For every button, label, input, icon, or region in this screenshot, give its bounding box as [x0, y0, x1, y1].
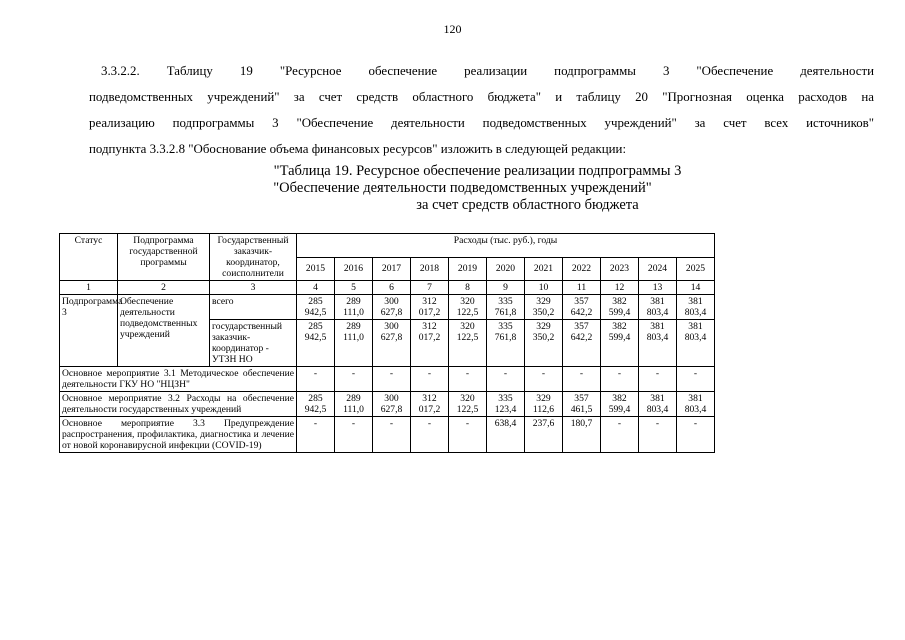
value-cell	[487, 295, 525, 320]
value-cell	[525, 320, 563, 367]
index-cell: 11	[563, 281, 601, 295]
value-part: 599,4	[608, 332, 631, 343]
value-part: 350,2	[532, 307, 555, 318]
value-part: -	[617, 418, 622, 429]
value-part: 803,4	[684, 404, 707, 415]
value-cell	[563, 417, 601, 453]
value-part: 638,4	[494, 418, 517, 429]
value-part: 300	[384, 296, 399, 307]
value-part: 017,2	[418, 307, 441, 318]
table-row	[60, 295, 715, 320]
value-part: 289	[346, 393, 361, 404]
index-cell: 8	[449, 281, 487, 295]
value-part: 357	[574, 296, 589, 307]
value-cell	[373, 320, 411, 367]
year-cell: 2018	[411, 257, 449, 281]
value-part: 803,4	[646, 307, 669, 318]
value-part: 289	[346, 296, 361, 307]
value-cell	[677, 392, 715, 417]
value-cell	[297, 320, 335, 367]
value-cell	[335, 320, 373, 367]
value-cell	[639, 417, 677, 453]
value-cell	[335, 417, 373, 453]
paragraph-line: подпункта 3.3.2.8 "Обоснование объема финансовых ресурсов" изложить в следующей редакции:	[89, 142, 627, 156]
value-cell	[449, 367, 487, 392]
value-cell	[297, 392, 335, 417]
value-part: 381	[688, 321, 703, 332]
page-number: 120	[443, 22, 462, 36]
value-part: 357	[574, 393, 589, 404]
value-part: 627,8	[380, 332, 403, 343]
value-part: 803,4	[646, 404, 669, 415]
header-subprogram: Подпрограмма государственной программы	[118, 234, 210, 281]
measure-name-cell: Основное мероприятие 3.1 Методическое обеспечение деятельности ГКУ НО "НЦЗН"	[60, 367, 297, 392]
value-part: 320	[460, 321, 475, 332]
header-status: Статус	[60, 234, 118, 281]
value-cell	[411, 320, 449, 367]
value-part: 237,6	[532, 418, 555, 429]
value-part: 312	[422, 393, 437, 404]
year-cell: 2022	[563, 257, 601, 281]
year-cell: 2016	[335, 257, 373, 281]
value-part: -	[693, 368, 698, 379]
value-cell	[335, 392, 373, 417]
value-part: 300	[384, 321, 399, 332]
value-part: 329	[536, 296, 551, 307]
value-cell	[373, 392, 411, 417]
value-cell	[449, 417, 487, 453]
value-cell	[563, 367, 601, 392]
value-cell	[601, 392, 639, 417]
value-part: 803,4	[684, 307, 707, 318]
value-cell	[297, 417, 335, 453]
value-cell	[373, 367, 411, 392]
value-cell	[677, 367, 715, 392]
value-cell	[449, 320, 487, 367]
value-cell	[525, 367, 563, 392]
value-part: 803,4	[684, 332, 707, 343]
value-part: 942,5	[304, 307, 327, 318]
value-part: 381	[650, 393, 665, 404]
value-cell	[639, 295, 677, 320]
value-part: -	[579, 368, 584, 379]
value-part: 382	[612, 393, 627, 404]
measure-name-cell: Основное мероприятие 3.2 Расходы на обеспечение деятельности государственных учреждений	[60, 392, 297, 417]
header-row	[60, 234, 715, 258]
value-part: 320	[460, 296, 475, 307]
value-part: 761,8	[494, 307, 517, 318]
year-cell: 2017	[373, 257, 411, 281]
value-cell	[525, 295, 563, 320]
value-part: -	[313, 418, 318, 429]
index-cell: 12	[601, 281, 639, 295]
value-cell	[487, 417, 525, 453]
header-customer: Государственный заказчик-координатор, соисполнители	[210, 234, 297, 281]
value-part: 942,5	[304, 404, 327, 415]
value-cell	[601, 295, 639, 320]
value-part: 285	[308, 296, 323, 307]
value-part: 329	[536, 321, 551, 332]
value-cell	[563, 295, 601, 320]
value-part: -	[389, 368, 394, 379]
value-part: 111,0	[343, 307, 364, 318]
status-cell: Подпрограмма 3	[60, 295, 118, 367]
value-part: 803,4	[646, 332, 669, 343]
value-part: 761,8	[494, 332, 517, 343]
value-part: 599,4	[608, 307, 631, 318]
value-part: 285	[308, 321, 323, 332]
value-cell	[601, 367, 639, 392]
value-cell	[639, 392, 677, 417]
caption-line: "Обеспечение деятельности подведомственных учреждений"	[273, 180, 652, 196]
value-part: -	[351, 418, 356, 429]
value-part: -	[427, 368, 432, 379]
index-cell: 7	[411, 281, 449, 295]
value-part: -	[427, 418, 432, 429]
value-part: 300	[384, 393, 399, 404]
value-part: 461,5	[570, 404, 593, 415]
value-part: -	[465, 418, 470, 429]
table-row	[60, 392, 715, 417]
value-cell	[449, 392, 487, 417]
value-cell	[677, 295, 715, 320]
value-cell	[487, 392, 525, 417]
value-part: 357	[574, 321, 589, 332]
caption-line: за счет средств областного бюджета	[416, 197, 639, 213]
value-cell	[563, 320, 601, 367]
amendment-paragraph	[89, 58, 874, 162]
value-part: -	[351, 368, 356, 379]
value-cell	[411, 295, 449, 320]
value-part: 329	[536, 393, 551, 404]
value-part: 642,2	[570, 332, 593, 343]
value-part: 122,5	[456, 332, 479, 343]
value-part: 381	[650, 296, 665, 307]
table-caption	[0, 163, 905, 214]
value-cell	[297, 295, 335, 320]
value-part: 627,8	[380, 307, 403, 318]
table-row	[60, 417, 715, 453]
value-part: -	[465, 368, 470, 379]
value-cell	[677, 320, 715, 367]
value-part: -	[389, 418, 394, 429]
value-part: 942,5	[304, 332, 327, 343]
index-cell: 5	[335, 281, 373, 295]
value-cell	[563, 392, 601, 417]
value-part: 599,4	[608, 404, 631, 415]
index-cell: 14	[677, 281, 715, 295]
value-part: 122,5	[456, 404, 479, 415]
value-cell	[639, 367, 677, 392]
value-part: 111,0	[343, 404, 364, 415]
index-cell: 4	[297, 281, 335, 295]
value-part: 112,6	[532, 404, 555, 415]
value-cell	[639, 320, 677, 367]
value-part: 180,7	[570, 418, 593, 429]
year-cell: 2021	[525, 257, 563, 281]
value-cell	[525, 392, 563, 417]
value-cell	[335, 295, 373, 320]
value-part: 123,4	[494, 404, 517, 415]
value-cell	[601, 320, 639, 367]
value-part: 381	[688, 296, 703, 307]
paragraph-line: реализацию подпрограммы 3 "Обеспечение деятельности подведомственных учреждений" за счет всех источников"	[89, 116, 874, 130]
value-part: 017,2	[418, 332, 441, 343]
value-part: 111,0	[343, 332, 364, 343]
value-part: 320	[460, 393, 475, 404]
value-part: 350,2	[532, 332, 555, 343]
value-part: -	[503, 368, 508, 379]
value-part: 285	[308, 393, 323, 404]
value-part: -	[541, 368, 546, 379]
caption-line: "Таблица 19. Ресурсное обеспечение реализации подпрограммы 3	[273, 163, 682, 179]
value-part: 312	[422, 296, 437, 307]
year-cell: 2020	[487, 257, 525, 281]
value-cell	[335, 367, 373, 392]
year-cell: 2019	[449, 257, 487, 281]
resource-table	[59, 233, 715, 453]
year-cell: 2024	[639, 257, 677, 281]
value-cell	[411, 367, 449, 392]
value-part: -	[693, 418, 698, 429]
index-cell: 9	[487, 281, 525, 295]
value-part: -	[617, 368, 622, 379]
value-part: 381	[688, 393, 703, 404]
value-cell	[487, 320, 525, 367]
index-row	[60, 281, 715, 295]
customer-cell: государственный заказчик-координатор - УТЗН НО	[210, 320, 297, 367]
value-cell	[677, 417, 715, 453]
year-cell: 2015	[297, 257, 335, 281]
value-cell	[411, 417, 449, 453]
value-part: -	[313, 368, 318, 379]
value-cell	[449, 295, 487, 320]
index-cell: 6	[373, 281, 411, 295]
value-part: 642,2	[570, 307, 593, 318]
value-cell	[411, 392, 449, 417]
measure-name-cell: Основное мероприятие 3.3 Предупреждение распространения, профилактика, диагностика и лечение от новой коронавирусной инфекции (COVID-19)	[60, 417, 297, 453]
value-cell	[373, 295, 411, 320]
value-part: -	[655, 368, 660, 379]
value-cell	[373, 417, 411, 453]
table-row	[60, 367, 715, 392]
value-part: 627,8	[380, 404, 403, 415]
value-part: 382	[612, 296, 627, 307]
value-part: 335	[498, 321, 513, 332]
value-part: 335	[498, 296, 513, 307]
subprogram-name-cell: Обеспечение деятельности подведомственных учреждений	[118, 295, 210, 367]
value-part: 335	[498, 393, 513, 404]
paragraph-line: подведомственных учреждений" за счет средств областного бюджета" и таблицу 20 "Прогнозная оценка расходов на	[89, 90, 874, 104]
index-cell: 3	[210, 281, 297, 295]
header-expenses: Расходы (тыс. руб.), годы	[297, 234, 715, 258]
value-cell	[297, 367, 335, 392]
year-cell: 2023	[601, 257, 639, 281]
customer-cell: всего	[210, 295, 297, 320]
value-part: 289	[346, 321, 361, 332]
year-cell: 2025	[677, 257, 715, 281]
value-cell	[525, 417, 563, 453]
value-part: 381	[650, 321, 665, 332]
value-part: 312	[422, 321, 437, 332]
index-cell: 13	[639, 281, 677, 295]
value-cell	[487, 367, 525, 392]
value-part: 017,2	[418, 404, 441, 415]
value-part: -	[655, 418, 660, 429]
index-cell: 10	[525, 281, 563, 295]
index-cell: 1	[60, 281, 118, 295]
value-part: 382	[612, 321, 627, 332]
value-part: 122,5	[456, 307, 479, 318]
index-cell: 2	[118, 281, 210, 295]
paragraph-line: 3.3.2.2. Таблицу 19 "Ресурсное обеспечение реализации подпрограммы 3 "Обеспечение деятельности	[101, 64, 874, 78]
value-cell	[601, 417, 639, 453]
